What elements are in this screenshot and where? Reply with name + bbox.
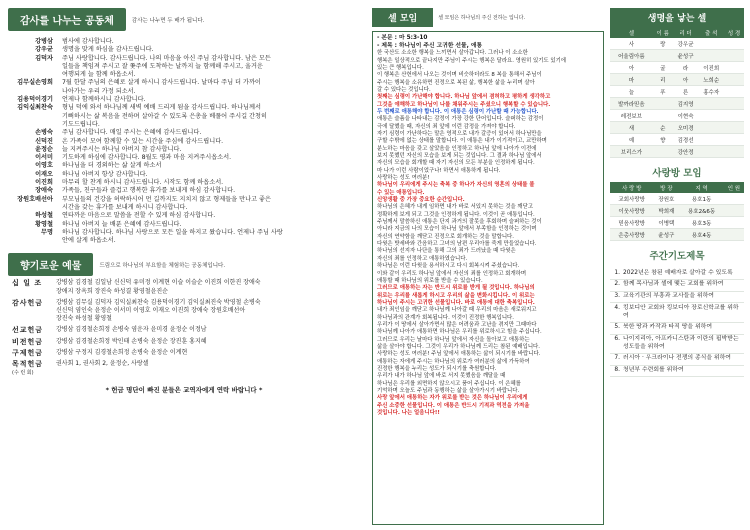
table-cell: 장원호 <box>653 193 679 205</box>
thanks-text <box>62 229 360 246</box>
life-cell-row <box>610 86 744 98</box>
lesson-line: 하나님의 은혜가 내게 임하면 내가 바로 서있지 못하는 것을 깨닫고 <box>377 204 534 211</box>
love-room-row <box>610 217 744 229</box>
love-room-row <box>610 205 744 217</box>
lesson-line: 첫째는 심령이 가난해야 합니다. 하나님 앞에서 겸허하고 평하게 생각하고 <box>377 94 551 101</box>
cell-title: 셀 모임 <box>372 8 433 27</box>
lesson-line: 진정한 행복을 누리는 성도가 되시기를 축원합니다. <box>377 365 497 372</box>
offering-names-line: 장진숙 하성철 황영철 <box>56 315 112 323</box>
table-cell: 윤성구 <box>653 229 679 241</box>
thanks-line: 시간을 갖는 휴가를 보내게 하시니 감사합니다. <box>62 203 188 211</box>
thanks-row <box>8 187 360 195</box>
table-cell <box>698 146 724 158</box>
table-header-cell: 사 랑 방 <box>610 182 653 193</box>
thanks-line: 기도하게 하심에 감사합니다. 8월도 평과 마음 지켜주시옵소서. <box>62 154 232 162</box>
lesson-line: 내가 죄인임을 깨닫고 하나님께 나아갈 때 우리의 마음은 새로워지고 <box>377 307 537 314</box>
thanks-text <box>62 55 360 80</box>
lesson-line: 그러므로 우리는 날마다 하나님 앞에서 자신을 돌아보고 애통하는 <box>377 336 530 343</box>
table-cell: 홍수자 <box>698 86 724 98</box>
thanks-line: 나아가는 우리 가정 되소서. <box>62 87 136 95</box>
lesson-line: 기억하며 오늘도 주님과 동행하는 삶을 살아가시기 바랍니다. <box>377 388 520 394</box>
offering-category-label: 감사헌금 <box>12 298 44 307</box>
thanks-line: 형님 덕에 와서 하나님께 새벽 예배 드리게 됨을 감사드립니다. 하나님께서 <box>62 104 261 112</box>
table-cell: 은총사랑방 <box>610 229 653 241</box>
lesson-line: 있는 큰 행복입니다. <box>377 64 424 71</box>
prayer-number: 4. <box>614 304 620 311</box>
table-cell: 늘 <box>610 86 653 98</box>
lesson-line: 정확하게 보게 되고 그것을 인정하게 됩니다. 이것이 곧 애통입니다. <box>377 211 535 218</box>
table-header-cell: 인 원 <box>724 182 744 193</box>
lesson-line: 보지 못했던 자신의 모습을 보게 되는 것입니다. 그 결과 하나님 앞에서 <box>377 153 542 159</box>
table-cell <box>724 110 744 122</box>
table-cell: 예 <box>610 134 653 146</box>
table-cell: 사 <box>610 38 653 50</box>
thanks-name: 신덕진 <box>35 137 53 145</box>
thanks-text <box>62 196 360 213</box>
offerings-section <box>8 253 360 394</box>
thanks-row <box>8 196 360 213</box>
offering-category <box>8 326 56 334</box>
offering-names <box>56 299 360 324</box>
lesson-line: 자신의 연약함을 깨닫고 진정으로 회개하는 것을 말합니다. <box>377 233 514 240</box>
thanks-text <box>62 162 360 170</box>
offering-category <box>8 338 56 346</box>
thanks-line: 부모님들의 건강을 허락하시어 먼 길까지도 지치지 않고 형제들을 만나고 좋은 <box>62 195 271 203</box>
offering-category <box>8 349 56 357</box>
table-cell <box>724 217 744 229</box>
table-cell <box>653 98 673 110</box>
offering-names <box>56 349 360 357</box>
thanks-line: 하나님 감사합니다. 하나님 사랑으로 모든 일을 하지고 왔습니다. 언제나 주님 사랑 <box>62 228 283 236</box>
thanks-name: 김무실손영희 <box>17 79 53 87</box>
table-cell <box>724 38 744 50</box>
table-cell: 용호2&6동 <box>679 205 723 217</box>
lesson-line: 주신 소중한 선물입니다. 이 애통은 반드시 기적과 역전을 가져올 <box>377 402 530 409</box>
offering-names <box>56 326 360 334</box>
offerings-title: 향기로운 예물 <box>8 253 93 276</box>
thanks-row <box>8 146 360 154</box>
lesson-line: 구할 수밖에 없는 상태를 말합니다. 이 애통은 내가 이기적이고, 교만하며 <box>377 138 547 145</box>
offerings-header <box>8 253 360 276</box>
thanks-name: 장애숙 <box>35 187 53 195</box>
table-cell: 어울림아름 <box>610 50 653 62</box>
lesson-line: 두 번째로 애통해야 합니다. 이 애통은 심령이 가난할 때 가능합니다. <box>377 108 539 115</box>
table-header-cell: 이 름 <box>653 27 673 38</box>
lesson-line: 수 있는 애통입니다. <box>377 189 425 196</box>
offering-names <box>56 360 360 377</box>
thanks-row <box>8 212 360 220</box>
prayer-number: 7. <box>614 355 620 362</box>
offering-category-sub: (수 런 회) <box>12 370 34 377</box>
thanks-line: 생명을 맞게 하심을 감사드립니다. <box>62 46 154 54</box>
life-cell-row <box>610 98 744 110</box>
offering-category <box>8 360 56 377</box>
table-header-cell: 지 역 <box>679 182 723 193</box>
thanks-text <box>62 221 360 229</box>
offering-names-line: 강병삼 김경철손희정 박인태 손병숙 윤정순 장진훈 홍지혜 <box>56 337 207 345</box>
table-cell <box>698 50 724 62</box>
thanks-text <box>62 187 360 195</box>
thanks-line: 일들을 책임져 주시고 잘 쫓주에 도착하는 날까지 늘 함께해 주시고, 울거운 <box>62 62 263 70</box>
thanks-line: 안에 살게 하옵소서. <box>62 237 116 245</box>
offerings-list <box>8 279 360 377</box>
thanks-line: 여행되게 늘 함께 하옵소서. <box>62 71 136 79</box>
table-header-cell: 성 경 <box>724 27 744 38</box>
thanks-line: 늘 지켜주시는 하나님 아버지 참 감사합니다. <box>62 145 182 153</box>
lesson-line: 자신의 모습을 회개할 때 자기 자신의 모든 부분을 인정하게 됩니다. <box>377 160 535 167</box>
table-cell: 레전보브 <box>610 110 653 122</box>
lesson-line: 애통하는 자에게 주시는 하나님의 위로가 여러분의 삶에 가득하여 <box>377 358 530 365</box>
thanks-line: 7월 한달 주님의 은혜로 살게 하시니 감사드립니다. 날마다 주님 더 가까이 <box>62 79 261 87</box>
table-cell <box>724 98 744 110</box>
thanks-text <box>62 171 360 179</box>
prayer-item <box>610 323 744 335</box>
thanks-name: 이재오 <box>35 170 53 178</box>
thanks-line: 가족들, 친구들과 즐겁고 행복한 휴가를 보내게 하심 감사합니다. <box>62 187 236 195</box>
lesson-line: 자신의 죄를 인정하고 애통하였습니다. <box>377 255 468 262</box>
thanks-row <box>8 46 360 54</box>
thanks-line: 기도드립니다. <box>62 120 100 128</box>
prayer-number: 3. <box>614 293 620 300</box>
life-cell-row <box>610 110 744 122</box>
prayer-item <box>610 354 744 366</box>
table-cell <box>724 86 744 98</box>
prayer-text: 러시아 · 우크라이나 전쟁의 종식을 위하여 <box>623 355 731 362</box>
table-cell: 용호1동 <box>679 193 723 205</box>
thanks-line: 하나님 아버지 늘 배푼 은혜에 감사드립니다. <box>62 220 182 228</box>
thanks-text <box>62 212 360 220</box>
lesson-line: 다윗은 밧세바와 간음하고 그녀의 남편 우리아를 죽게 만들었습니다. <box>377 241 537 248</box>
thanks-line: 연타까운 마음으로 말씀을 전할 수 있게 하심 감사합니다. <box>62 212 216 220</box>
thanks-line: 마무리 할 찬게 하시니 감사드립니다. 시작도 함께 하옵소서. <box>62 179 224 187</box>
love-room-row <box>610 193 744 205</box>
prayer-number: 5. <box>614 324 620 331</box>
thanks-name: 김용덕이경기 <box>17 96 53 104</box>
table-cell: 강우균 <box>673 38 699 50</box>
thanks-name: 손병숙 <box>35 129 53 137</box>
thanks-name: 강우균 <box>35 46 53 54</box>
offering-names-line: 강병삼 김무실 김덕자 김익실최찬숙 김용덕이경기 김익실최진숙 박영철 손병숙 <box>56 298 261 306</box>
offering-names-line: 장애지 장옥희 장진숙 하성결 황영철윤진순 <box>56 287 168 295</box>
lesson-line: 하나님은 우리를 외면하지 않으시고 품어 주십니다. 이 은혜를 <box>377 380 521 387</box>
thanks-list <box>8 38 360 245</box>
offerings-note: * 헌금 명단이 빠진 분들은 교역자에게 연락 바랍니다 * <box>105 386 263 395</box>
table-cell: 노희순 <box>698 74 724 86</box>
table-cell: 용호4동 <box>679 229 723 241</box>
lesson-line: 사랑 앞에서 애통하는 자가 위로를 받는 것은 하나님이 우리에게 <box>377 395 528 402</box>
thanks-row <box>8 79 360 96</box>
lesson-line: 주시는 행복을 소유하면 진정으로 복된 삶, 행복한 삶을 누리며 살아 <box>377 79 535 86</box>
prayer-text: 함께 목사님과 셀에 맺는 교회를 위하여 <box>623 281 724 288</box>
lesson-line: 그것을 얘해하고 하나님이 나를 채워주시는 주셨으니 행복할 수 있습니다. <box>377 101 551 108</box>
offering-names-line: 권사회 1, 권사회 2, 윤정순, 사랑셀 <box>56 360 149 368</box>
table-cell: 윤성구 <box>673 50 699 62</box>
lesson-line: 애통할 때 하나님의 위로를 받을 수 있습니다. <box>377 277 483 284</box>
offering-names <box>56 279 360 295</box>
lesson-line: 마 나가 이런 사람이었구나! 하면서 애통하게 됩니다. <box>377 167 501 174</box>
offering-row <box>8 279 360 295</box>
table-cell: 랑 <box>653 38 673 50</box>
life-cell-row <box>610 50 744 62</box>
table-cell: 발까라믿음 <box>610 98 653 110</box>
lesson-line: 애통은 슬픔을 나타내는 감정이 가장 강한 단어입니다. 슬퍼하는 감정이 <box>377 116 544 123</box>
lesson-line: 하나님이 주시는 고귀한 선물입니다. 바로 애통에 대한 축복입니다. <box>377 299 535 306</box>
lesson-line: 한 국산도 소소한 행복을 느끼면서 살아갑니다. 그러나 이 소소한 <box>377 50 528 57</box>
thanks-name: 황영철 <box>35 220 53 228</box>
prayers-title: 주간기도제목 <box>649 251 705 262</box>
lesson-line: 갈 수 있다는 것입니다. <box>377 86 431 93</box>
offerings-subtitle: 드림으로 하나님의 부요함을 체험하는 공동체입니다. <box>99 262 226 269</box>
life-cells-table <box>610 27 744 158</box>
prayer-text: 나이지리아, 아프카니스탄과 이란의 핍박받는 성도들을 위하여 <box>623 336 739 350</box>
thanks-name: 김익실최찬숙 <box>17 104 53 112</box>
thanks-line: 언제나 함께하시니 감사합니다. <box>62 96 146 104</box>
lesson-line: 자기 심령이 가난하다는 말은 영적으로 내가 갈증이 있어서 하나님만을 <box>377 130 542 137</box>
thanks-name: 이진희 <box>35 179 53 187</box>
thanks-text <box>62 79 360 96</box>
thanks-subtitle: 감사는 나누면 두 배가 됩니다. <box>131 17 205 24</box>
prayer-item <box>610 335 744 354</box>
table-cell: 향 <box>653 134 673 146</box>
lesson-line: 우리가 내가 하나님 앞에 바로 서지 못했음을 깨달을 때 <box>377 373 506 380</box>
offering-category-label: 선교헌금 <box>12 326 44 335</box>
thanks-row <box>8 55 360 80</box>
table-cell: 순 <box>653 122 673 134</box>
table-cell <box>724 229 744 241</box>
life-cell-row <box>610 74 744 86</box>
thanks-text <box>62 138 360 146</box>
right-column <box>610 8 744 524</box>
table-cell: 브리스가 <box>610 146 653 158</box>
offering-category-label: 비전헌금 <box>12 337 44 346</box>
offering-names-line: 강병삼 김경철손희정 손병숙 염운자 윤미경 윤정순 이정남 <box>56 326 207 334</box>
thanks-line: 주님 사랑합니다. 감사드립니다. 나의 마음을 아신 주님 감사합니다. 남은 모든 <box>62 54 271 62</box>
lesson-line: 행복은 일상적으로 끝나지만 주님이 주시는 행복은 달라요. 영원히 있기도 있기에 <box>377 57 566 64</box>
thanks-name: 이서미 <box>35 154 53 162</box>
thanks-name: 이영호 <box>35 162 53 170</box>
thanks-row <box>8 38 360 46</box>
table-cell: 강안정 <box>673 146 699 158</box>
table-cell: 이병택 <box>653 217 679 229</box>
table-cell: 이웃사랑방 <box>610 205 653 217</box>
table-cell: 마 <box>610 74 653 86</box>
offering-row <box>8 299 360 324</box>
thanks-text <box>62 104 360 129</box>
table-cell <box>724 122 744 134</box>
thanks-line: 범사에 감사합니다. <box>62 38 114 45</box>
life-cells-header-row <box>610 27 744 38</box>
table-cell: 라 <box>673 62 699 74</box>
lesson-line: 사랑하는 성도 여러분! 주님 앞에서 애통하는 삶이 되시기를 바랍니다. <box>377 351 541 358</box>
table-cell: 새 <box>610 122 653 134</box>
offering-category-label: 십 일 조 <box>12 279 43 288</box>
table-header-cell: 셀 <box>610 27 653 38</box>
lesson-line: 것입니다. 나는 얼음니다!! <box>377 410 440 417</box>
offering-names-line: 강병삼 김경철 김일남 신신덕 유미정 이계현 이슬 이슬순 이진희 이한진 장애숙 <box>56 279 261 287</box>
table-cell <box>653 110 673 122</box>
prayer-list <box>610 268 744 377</box>
cell-subtitle: 셀 모임은 하나님의 주신 전하는 입니다. <box>438 15 526 21</box>
table-cell <box>724 50 744 62</box>
prayer-text: 청년부 수련회를 위하여 <box>623 367 684 374</box>
table-cell: 박희재 <box>653 205 679 217</box>
table-cell <box>724 193 744 205</box>
prayer-item <box>610 292 744 304</box>
lesson-line: 이 행복은 산헌에서 나오는 것이며 비슷하더라도 8 복을 통해서 주님이 <box>377 72 542 79</box>
love-rooms-table <box>610 182 744 241</box>
thanks-title: 감사를 나누는 공동체 <box>8 8 126 31</box>
cell-header <box>372 8 604 27</box>
prayer-number: 8. <box>614 367 620 374</box>
thanks-row <box>8 104 360 129</box>
table-cell <box>698 134 724 146</box>
lesson-line: 우리가 이 땅에서 살아가면서 많은 어려움과 고난을 겪지만 그때마다 <box>377 321 537 328</box>
lesson-line: 하나님이 우리에게 주시는 축복 중 하나가 자신의 영혼의 상태를 볼 <box>377 182 535 189</box>
offering-category <box>8 299 56 324</box>
table-cell <box>724 62 744 74</box>
offering-row <box>8 349 360 357</box>
prayer-text: 교육기관의 부흥과 교사들을 위하여 <box>623 293 714 300</box>
love-rooms-title: 사랑방 모임 <box>652 168 702 179</box>
life-cell-row <box>610 146 744 158</box>
table-cell: 교회사랑방 <box>610 193 653 205</box>
lesson-line: 하나님께 나아가 애통하면 하나님은 우리를 위로하시고 힘을 주십니다. <box>377 329 542 336</box>
prayer-text: 2022년은 참된 예배자로 살아갈 수 있도록 <box>623 269 733 276</box>
thanks-name: 윤정순 <box>35 145 53 153</box>
table-cell: 푸 <box>653 86 673 98</box>
table-cell <box>724 74 744 86</box>
table-header-cell: 리 더 <box>673 27 699 38</box>
life-cell-row <box>610 134 744 146</box>
lesson-line: 그러므로 애통하는 자는 반드시 위로를 받게 될 것입니다. 하나님의 <box>377 285 535 292</box>
thanks-header <box>8 8 360 31</box>
left-column <box>8 8 360 524</box>
lesson-line: 삶을 살아야 합니다. 그것이 우리가 하나님께 드리는 참된 예배입니다. <box>377 343 540 350</box>
thanks-name: 하성철 <box>35 212 53 220</box>
lesson-line: 분노하는 마음을 갖고 살았음을 인정하고 하나님 앞에 나아가 이전에 <box>377 145 537 152</box>
thanks-name: 김덕자 <box>35 54 53 62</box>
prayer-item <box>610 303 744 322</box>
table-cell <box>653 146 673 158</box>
table-cell <box>698 110 724 122</box>
thanks-line: 주님 감사합니다. 매일 주시는 은혜에 감사드립니다. <box>62 129 202 137</box>
prayer-item <box>610 280 744 292</box>
lesson-line: 주님께서 말씀하신 애통은 단지 과거의 잘못을 후회하며 슬퍼하는 것이 <box>377 219 542 226</box>
love-rooms-header-row <box>610 182 744 193</box>
lesson-line: 극에 달했을 때, 자신의 죄 앞에 이런 감정을 가져야 합니다. <box>377 123 516 130</box>
thanks-row <box>8 229 360 246</box>
life-cells-title: 생명을 낳는 셀 <box>610 8 744 27</box>
life-cell-row <box>610 62 744 74</box>
table-cell: 아 <box>673 74 699 86</box>
offering-category-label: 목적헌금 <box>12 360 44 369</box>
offering-names <box>56 338 360 346</box>
offering-names-line: 신신덕 염인숙 윤정순 이서미 이영호 이재오 이진희 장애숙 장원호배선아 <box>56 307 246 315</box>
lesson-line: 하나님은 이런 다윗을 용서하시고 다시 회복시켜 주셨습니다. <box>377 263 520 270</box>
thanks-line: 기뻐하시는 삶 복음을 전하며 살아갈 수 있도록 은총을 베풀어 주시길 간청히 <box>62 112 267 120</box>
lesson-line: 이와 같이 우리도 하나님 앞에서 자신의 죄를 인정하고 회개하며 <box>377 270 527 277</box>
table-cell: 김경선 <box>673 134 699 146</box>
middle-column <box>372 8 604 524</box>
thanks-text <box>62 146 360 154</box>
table-cell <box>698 122 724 134</box>
thanks-row <box>8 129 360 137</box>
lesson-line: 사랑하는 성도 여러분! <box>377 175 430 182</box>
table-cell <box>724 205 744 217</box>
table-cell: 리 <box>653 74 673 86</box>
offering-category <box>8 279 56 295</box>
lesson-line: 위로는 우리를 새롭게 하시고 우리의 삶을 변화시킵니다. 이 위로는 <box>377 292 535 299</box>
table-header-cell: 출 석 <box>698 27 724 38</box>
offering-row <box>8 360 360 377</box>
prayer-item <box>610 268 744 280</box>
table-header-cell: 방 장 <box>653 182 679 193</box>
lesson-line: 하나님의 선지자 나단을 통해 그의 죄가 드러났을 때 다윗은 <box>377 248 516 255</box>
table-cell: 아 <box>610 62 653 74</box>
offering-names-line: 강병삼 구정지 김경철손희정 손병숙 윤정순 이계현 <box>56 348 188 356</box>
prayer-number: 1. <box>614 269 620 276</box>
table-cell: 믿음사랑방 <box>610 217 653 229</box>
table-cell: 용호3동 <box>679 217 723 229</box>
life-cell-row <box>610 122 744 134</box>
thanks-text <box>62 46 360 54</box>
table-cell: 이진희 <box>698 62 724 74</box>
thanks-row <box>8 221 360 229</box>
prayer-number: 2. <box>614 281 620 288</box>
thanks-row <box>8 162 360 170</box>
table-cell: 굴 <box>653 62 673 74</box>
thanks-row <box>8 154 360 162</box>
table-cell: 김지영 <box>673 98 699 110</box>
thanks-line: 하나님을 더 경외하는 삶 살게 하소서 <box>62 162 162 170</box>
thanks-name: 무명 <box>41 228 53 236</box>
thanks-line: 하나님 아버지 항상 감사합니다. <box>62 170 148 178</box>
thanks-row <box>8 138 360 146</box>
thanks-text <box>62 129 360 137</box>
thanks-name: 장원호배선아 <box>17 195 53 203</box>
lesson-body <box>377 50 599 417</box>
thanks-line: 온 가족이 모여 함께할 수 있는 시간을 주심에 감사드립니다. <box>62 137 224 145</box>
life-cell-row <box>610 38 744 50</box>
table-cell <box>653 50 673 62</box>
thanks-row <box>8 171 360 179</box>
table-cell: 른 <box>673 86 699 98</box>
prayer-text: 킹보디안 교회와 킹보디아 장로신학교를 위하여 <box>623 304 739 319</box>
table-cell: 오미경 <box>673 122 699 134</box>
lesson-scripture: - 본문 : 마 5:3-10 <box>377 35 428 41</box>
table-cell <box>698 98 724 110</box>
lesson-topic: - 제목 : 하나님이 주신 고귀한 선물, 애통 <box>377 42 483 49</box>
prayer-item <box>610 366 744 378</box>
lesson-line: 하나님과의 관계가 회복됩니다. 이것이 진정한 행복입니다. <box>377 314 514 321</box>
table-cell <box>698 38 724 50</box>
prayer-number: 6. <box>614 336 620 343</box>
love-room-row <box>610 229 744 241</box>
table-cell <box>724 146 744 158</box>
cell-lesson-box <box>372 31 604 525</box>
offering-row <box>8 326 360 334</box>
table-cell <box>724 134 744 146</box>
prayer-text: 북한 땅과 카작과 타직 땅을 위하여 <box>623 324 713 331</box>
thanks-name: 강병삼 <box>35 38 53 45</box>
offering-category-label: 구제헌금 <box>12 348 44 357</box>
table-cell: 이현숙 <box>673 110 699 122</box>
lesson-line: 신앙생활 중 가장 중요한 순간입니다. <box>377 197 465 204</box>
offering-row <box>8 338 360 346</box>
lesson-line: 아니라 지금의 나의 모습이 하나님 앞에서 부족함을 인정하는 것이며 <box>377 226 537 233</box>
